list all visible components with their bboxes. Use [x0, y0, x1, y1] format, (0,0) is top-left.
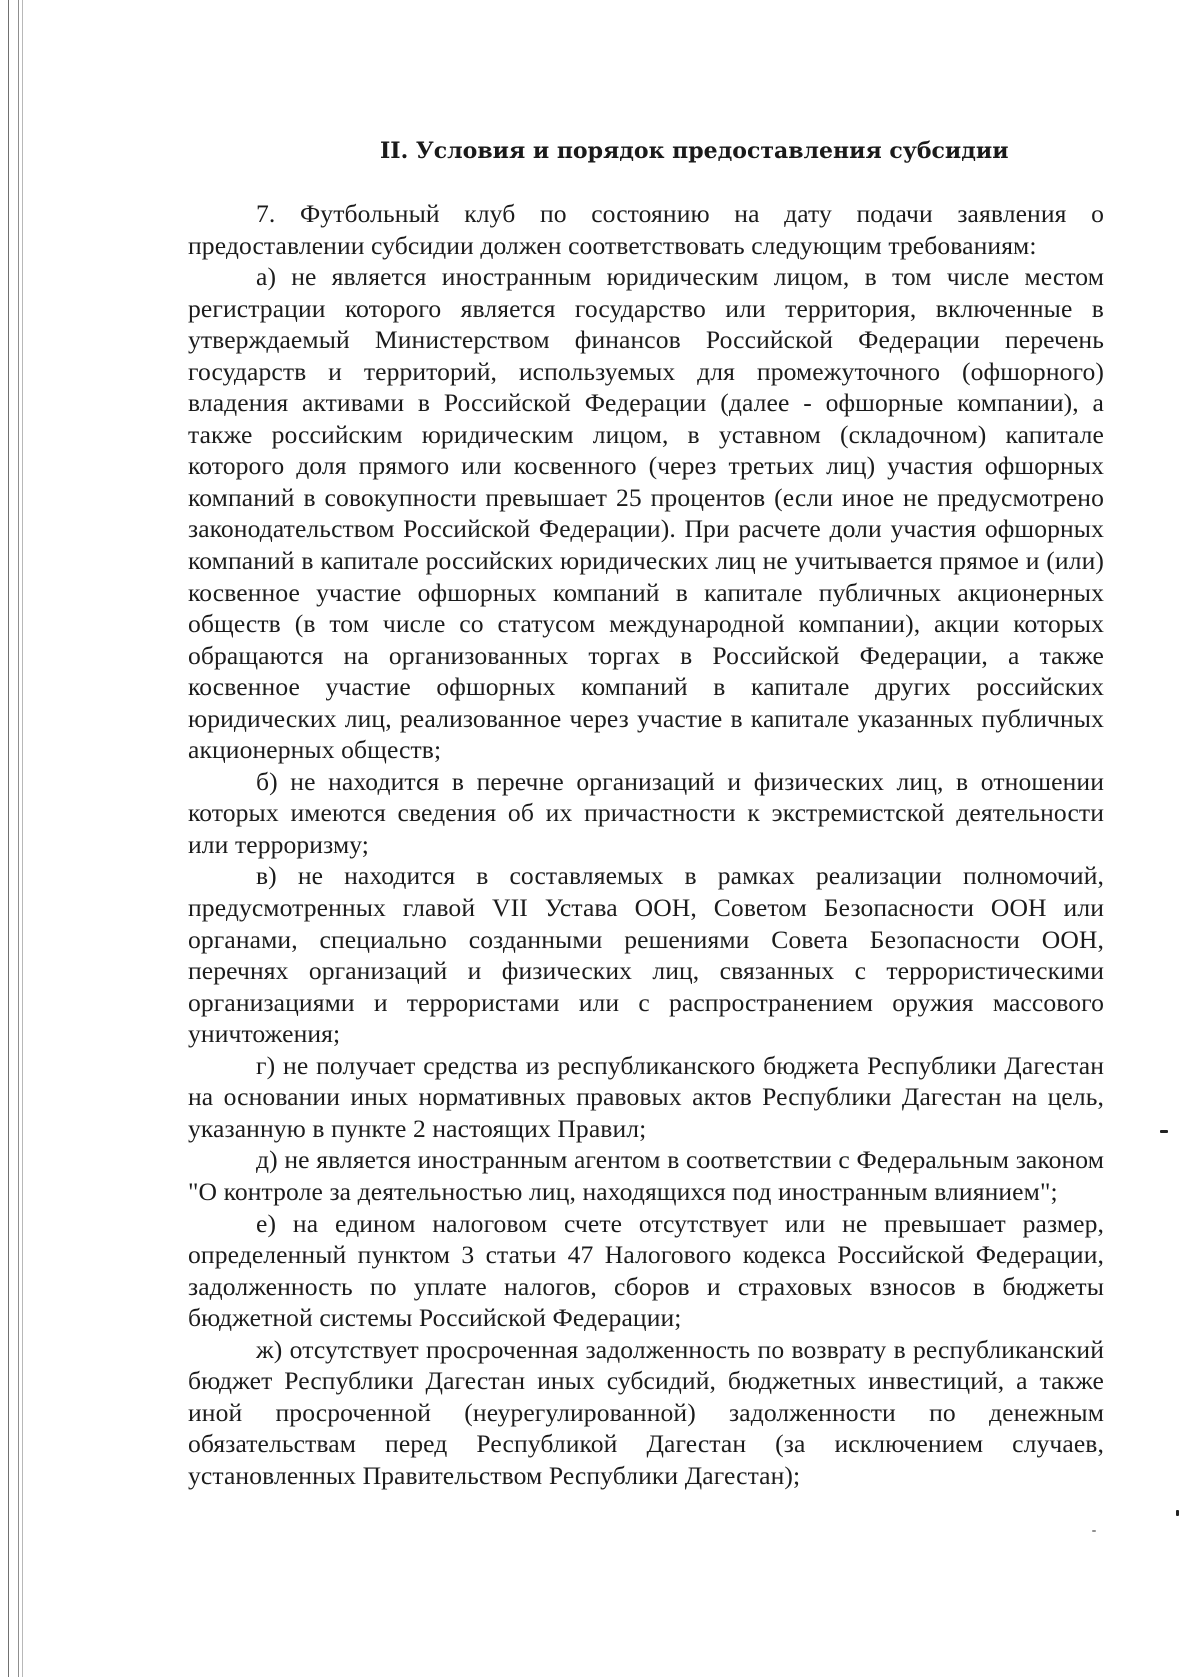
- paragraph-7: 7. Футбольный клуб по состоянию на дату подачи заявления о предоставлении субсидии должен соответствовать следующим требованиям:: [188, 199, 1104, 260]
- document-body: [188, 198, 1104, 1491]
- binding-edge-line: [18, 0, 19, 1677]
- paragraph-e: е) на едином налоговом счете отсутствует или не превышает размер, определенный пунктом 3 статьи 47 Налогового кодекса Российской Федерации, задолженность по уплате налогов, сборов и страховых взносов в бюджеты бюджетной системы Российской Федерации;: [188, 1208, 1104, 1333]
- paragraph-d: д) не является иностранным агентом в соответствии с Федеральным законом "О контроле за деятельностью лиц, находящихся под иностранным влиянием";: [188, 1145, 1104, 1206]
- scan-speck: [1092, 1530, 1096, 1532]
- binding-edge-line: [8, 0, 9, 1677]
- paragraph-zh: ж) отсутствует просроченная задолженность по возврату в республиканский бюджет Республики Дагестан иных субсидий, бюджетных инвестиций, а также иной просроченной (неурегулированной) задолженности по денежным обязательствам перед Республикой Дагестан (за исключением случаев, установленных Правительством Республики Дагестан);: [188, 1334, 1104, 1490]
- paragraph-b: б) не находится в перечне организаций и физических лиц, в отношении которых имеются сведения об их причастности к экстремистской деятельности или терроризму;: [188, 766, 1104, 859]
- scan-speck: [1160, 1130, 1168, 1133]
- binding-edge-line: [22, 0, 23, 1677]
- section-title: II. Условия и порядок предоставления субсидии: [380, 138, 1009, 164]
- scan-speck: [1176, 1510, 1179, 1516]
- paragraph-g: г) не получает средства из республиканского бюджета Республики Дагестан на основании иных нормативных правовых актов Республики Дагестан на цель, указанную в пункте 2 настоящих Правил;: [188, 1050, 1104, 1143]
- paragraph-a: а) не является иностранным юридическим лицом, в том числе местом регистрации которого является государство или территория, включенные в утверждаемый Министерством финансов Российской Федерации перечень государств и территорий, используемых для промежуточного (офшорного) владения активами в Российской Федерации (далее - офшорные компании), а также российским юридическим лицом, в уставном (складочном) капитале которого доля прямого или косвенного (через третьих лиц) участия офшорных компаний в совокупности превышает 25 процентов (если иное не предусмотрено законодательством Российской Федерации). При расчете доли участия офшорных компаний в капитале российских юридических лиц не учитывается прямое и (или) косвенное участие офшорных компаний в капитале публичных акционерных обществ (в том числе со статусом международной компании), акции которых обращаются на организованных торгах в Российской Федерации, а также косвенное участие офшорных компаний в капитале других российских юридических лиц, реализованное через участие в капитале указанных публичных акционерных обществ;: [188, 262, 1104, 765]
- paragraph-v: в) не находится в составляемых в рамках реализации полномочий, предусмотренных главой VII Устава ООН, Советом Безопасности ООН или органами, специально созданными решениями Совета Безопасности ООН, перечнях организаций и физических лиц, связанных с террористическими организациями и террористами или с распространением оружия массового уничтожения;: [188, 861, 1104, 1049]
